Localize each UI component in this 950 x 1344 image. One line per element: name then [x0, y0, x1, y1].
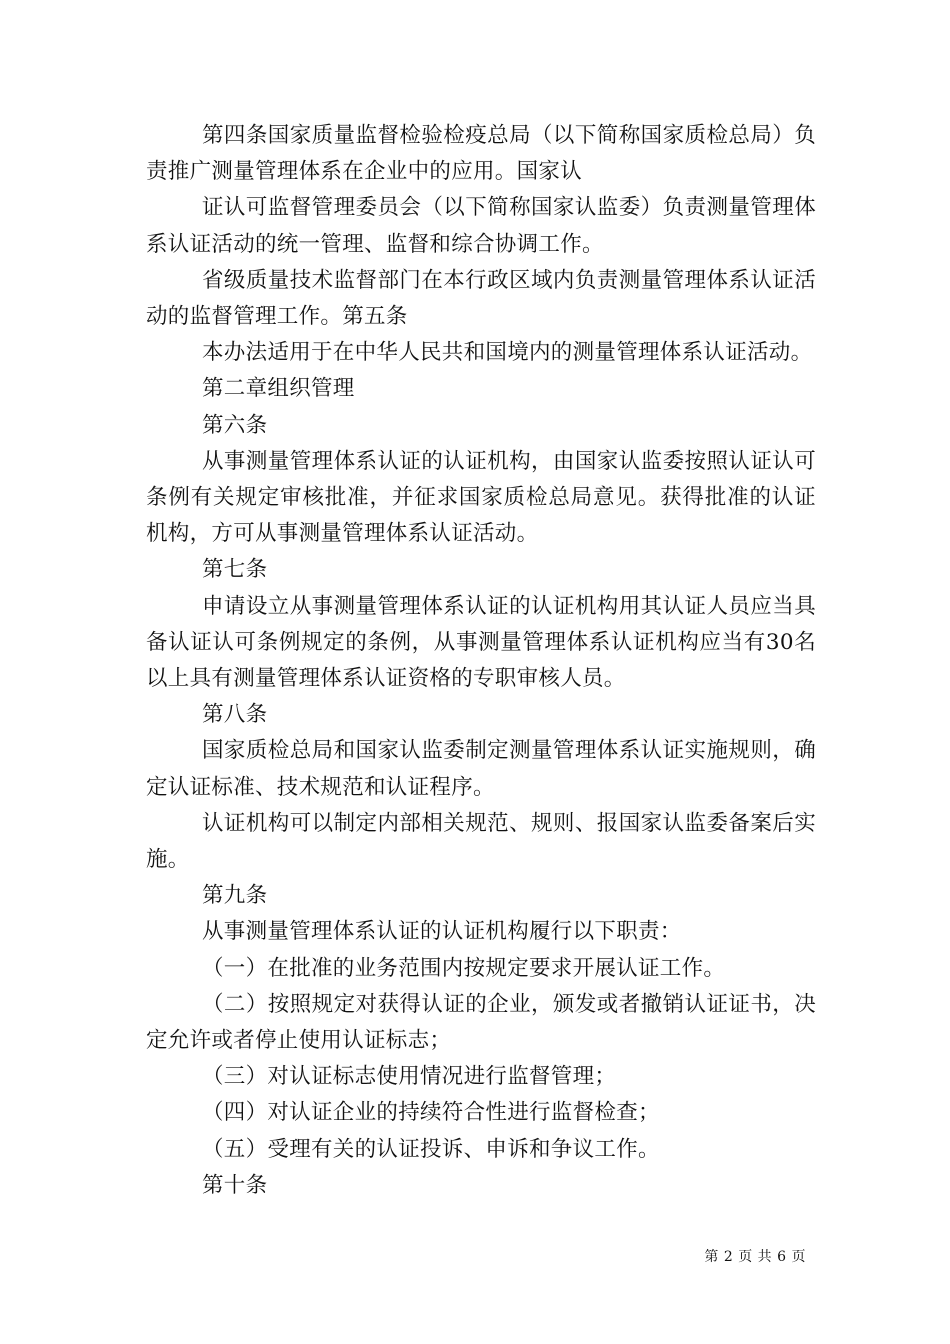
- chapter-heading-2: 第二章组织管理: [202, 376, 355, 402]
- article-heading-9: 第九条: [202, 883, 268, 909]
- article-heading-6: 第六条: [202, 412, 268, 438]
- paragraph-cnca-duties: 证认可监督管理委员会（以下简称国家认监委）负责测量管理体系认证活动的统一管理、监督和综合协调工作。: [146, 195, 816, 257]
- article-heading-8: 第八条: [202, 702, 268, 728]
- list-item-3: （三）对认证标志使用情况进行监督管理；: [202, 1064, 617, 1090]
- list-item-1: （一）在批准的业务范围内按规定要求开展认证工作。: [202, 955, 726, 981]
- paragraph-internal-rules: 认证机构可以制定内部相关规范、规则、报国家认监委备案后实施。: [146, 810, 816, 873]
- paragraph-provincial-duties: 省级质量技术监督部门在本行政区域内负责测量管理体系认证活动的监督管理工作。第五条: [146, 267, 816, 330]
- paragraph-article-8: 国家质检总局和国家认监委制定测量管理体系认证实施规则，确定认证标准、技术规范和认证程序。: [146, 738, 816, 800]
- list-item-2: （二）按照规定对获得认证的企业，颁发或者撤销认证证书，决定允许或者停止使用认证标志；: [146, 991, 816, 1054]
- page-number-footer: 第 2 页 共 6 页: [704, 1249, 806, 1265]
- paragraph-article-9: 从事测量管理体系认证的认证机构履行以下职责：: [202, 919, 682, 945]
- list-item-5: （五）受理有关的认证投诉、申诉和争议工作。: [202, 1136, 660, 1162]
- paragraph-article-4: 第四条国家质量监督检验检疫总局（以下简称国家质检总局）负责推广测量管理体系在企业中的应用。国家认: [146, 123, 816, 185]
- paragraph-article-7: 申请设立从事测量管理体系认证的认证机构用其认证人员应当具备认证认可条例规定的条例，从事测量管理体系认证机构应当有30名以上具有测量管理体系认证资格的专职审核人员。: [146, 593, 816, 692]
- article-heading-7: 第七条: [202, 557, 268, 583]
- paragraph-scope: 本办法适用于在中华人民共和国境内的测量管理体系认证活动。: [202, 340, 813, 366]
- paragraph-article-6: 从事测量管理体系认证的认证机构，由国家认监委按照认证认可条例有关规定审核批准，并征求国家质检总局意见。获得批准的认证机构，方可从事测量管理体系认证活动。: [146, 448, 816, 547]
- document-body: [146, 118, 816, 1204]
- article-heading-10: 第十条: [202, 1172, 268, 1198]
- list-item-4: （四）对认证企业的持续符合性进行监督检查；: [202, 1100, 660, 1126]
